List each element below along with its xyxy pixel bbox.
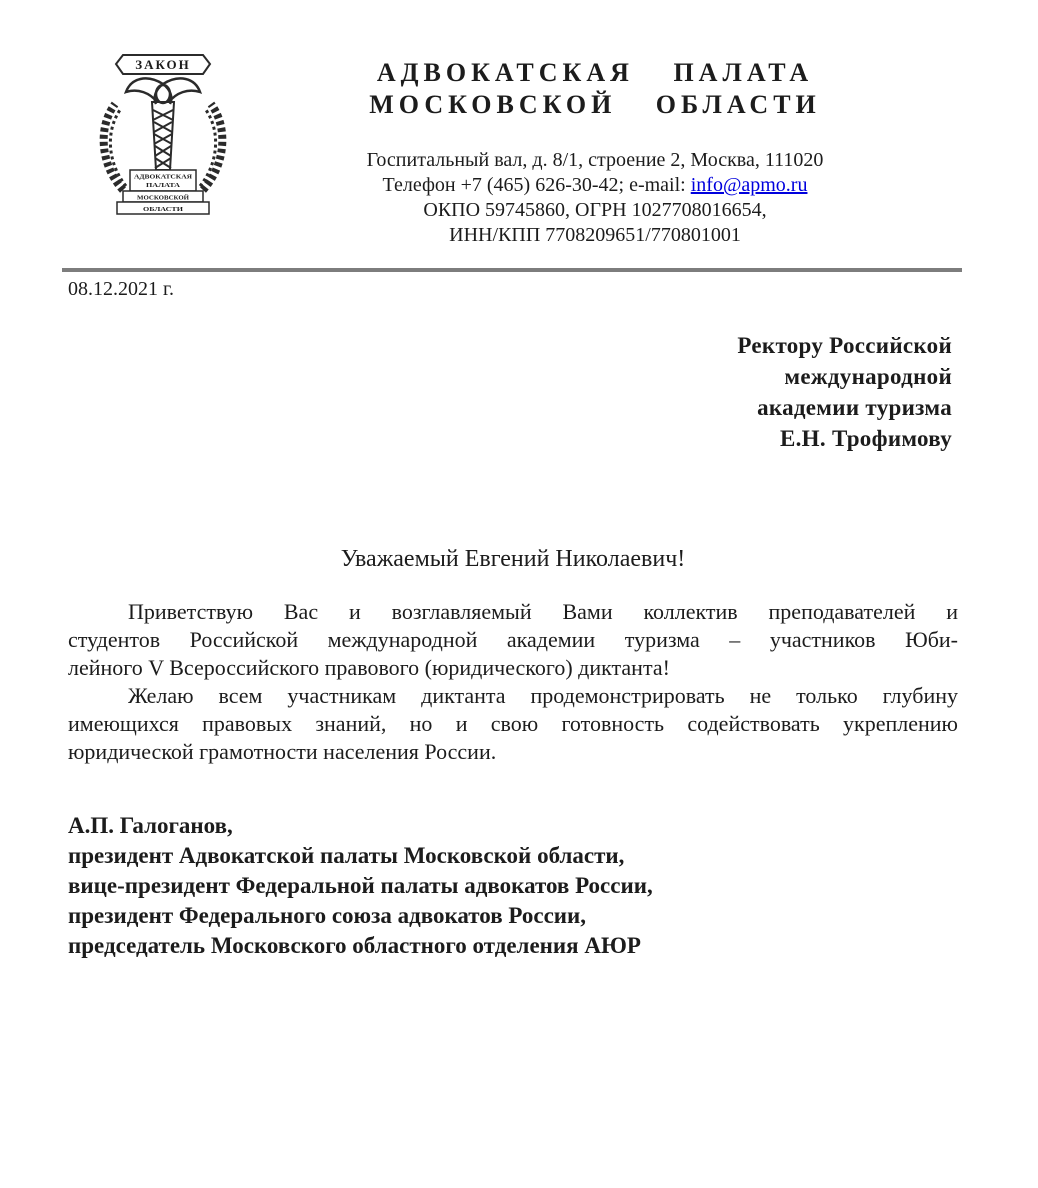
winged-capital-icon bbox=[126, 78, 200, 104]
zakon-banner-label: ЗАКОН bbox=[135, 57, 191, 72]
phone-email-line bbox=[235, 173, 955, 198]
header-divider bbox=[62, 268, 962, 272]
pedestal-line-4: ОБЛАСТИ bbox=[143, 206, 183, 213]
letterhead bbox=[235, 57, 955, 248]
zakon-banner bbox=[116, 55, 210, 74]
letter-date: 08.12.2021 г. bbox=[68, 278, 174, 300]
okpo-ogrn-line: ОКПО 59745860, ОГРН 1027708016654, bbox=[423, 199, 767, 221]
signature-block bbox=[68, 811, 653, 961]
paragraph2-line-3: юридической грамотности населения России. bbox=[68, 739, 497, 764]
signature-title-1: президент Адвокатской палаты Московской области, bbox=[68, 843, 625, 868]
contacts-block bbox=[235, 148, 955, 248]
inn-kpp-line: ИНН/КПП 7708209651/770801001 bbox=[449, 224, 741, 246]
pedestal bbox=[117, 170, 209, 214]
email-link[interactable]: info@apmo.ru bbox=[690, 174, 808, 196]
letter-body bbox=[68, 598, 958, 766]
address-line: Госпитальный вал, д. 8/1, строение 2, Москва, 111020 bbox=[366, 149, 824, 171]
addressee-line-2: международной bbox=[784, 364, 952, 389]
signature-title-4: председатель Московского областного отделения АЮР bbox=[68, 933, 641, 958]
braided-column-icon bbox=[152, 102, 174, 170]
organization-logo bbox=[93, 50, 233, 218]
addressee-line-3: академии туризма bbox=[757, 395, 952, 420]
law-emblem-icon bbox=[93, 50, 233, 218]
signature-name: А.П. Галоганов, bbox=[68, 813, 233, 838]
pedestal-line-2: ПАЛАТА bbox=[146, 182, 181, 189]
signature-title-3: президент Федерального союза адвокатов России, bbox=[68, 903, 587, 928]
phone-label: Телефон +7 (465) 626-30-42; e-mail: bbox=[382, 174, 691, 196]
paragraph2-line-1: Желаю всем участникам диктанта продемонстрировать не только глубину bbox=[128, 683, 958, 708]
paragraph2-line-2: имеющихся правовых знаний, но и свою готовность содействовать укреплению bbox=[68, 711, 958, 736]
addressee-line-1: Ректору Российской bbox=[737, 333, 952, 358]
addressee-line-4: Е.Н. Трофимову bbox=[779, 426, 952, 451]
salutation: Уважаемый Евгений Николаевич! bbox=[340, 546, 686, 572]
paragraph1-line-3: лейного V Всероссийского правового (юридического) диктанта! bbox=[68, 655, 670, 680]
pedestal-line-1: АДВОКАТСКАЯ bbox=[134, 173, 193, 181]
addressee-block bbox=[737, 330, 952, 454]
pedestal-line-3: МОСКОВСКОЙ bbox=[137, 194, 187, 202]
signature-title-2: вице-президент Федеральной палаты адвокатов России, bbox=[68, 873, 653, 898]
org-title-line-2: МОСКОВСКОЙ ОБЛАСТИ bbox=[369, 90, 821, 119]
org-title-line-1: АДВОКАТСКАЯ ПАЛАТА bbox=[376, 58, 814, 87]
paragraph1-line-1: Приветствую Вас и возглавляемый Вами коллектив преподавателей и bbox=[128, 599, 958, 624]
paragraph1-line-2: студентов Российской международной академии туризма – участников Юби- bbox=[68, 627, 958, 652]
